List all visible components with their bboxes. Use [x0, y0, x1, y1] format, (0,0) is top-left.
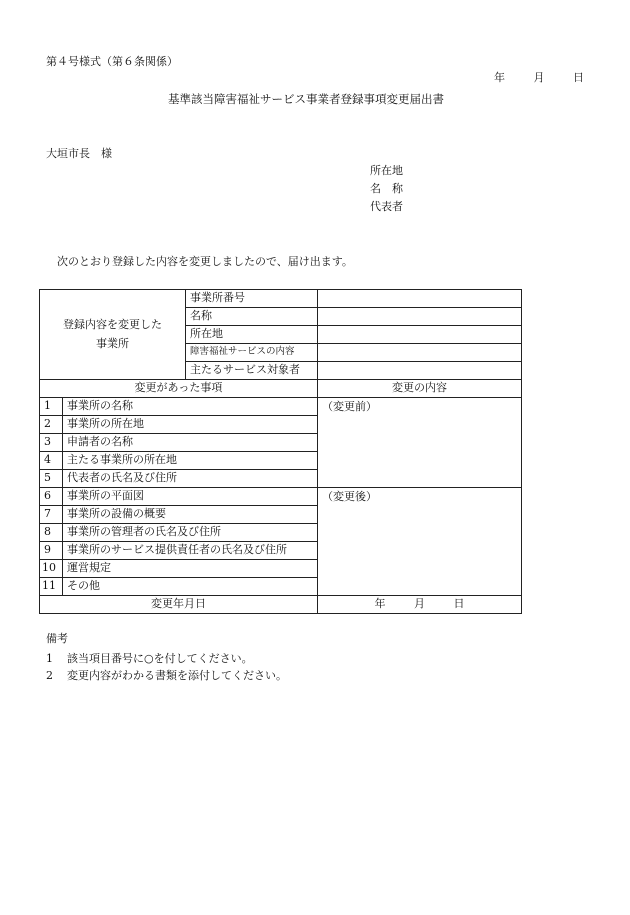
- table-row[interactable]: 4 主たる事業所の所在地: [40, 452, 522, 470]
- office-field-address: 所在地: [186, 326, 318, 344]
- table-row[interactable]: 3 申請者の名称: [40, 434, 522, 452]
- after-change-label: （変更後）: [322, 490, 377, 503]
- office-field-service: 障害福祉サービスの内容: [186, 344, 318, 362]
- changed-items-header: 変更があった事項: [40, 380, 318, 398]
- change-content-header: 変更の内容: [318, 380, 522, 398]
- form-number: 第４号様式（第６条関係）: [46, 55, 178, 68]
- office-field-target: 主たるサービス対象者: [186, 362, 318, 380]
- office-address-value[interactable]: [318, 326, 522, 344]
- table-row[interactable]: 10 運営規定: [40, 560, 522, 578]
- before-change-label: （変更前）: [322, 400, 377, 413]
- intro-text: 次のとおり登録した内容を変更しましたので、届け出ます。: [57, 255, 353, 268]
- table-row[interactable]: 5 代表者の氏名及び住所: [40, 470, 522, 488]
- table-row[interactable]: 11 その他: [40, 578, 522, 596]
- submission-date: [494, 72, 584, 83]
- office-field-number: 事業所番号: [186, 290, 318, 308]
- addressee: 大垣市長 様: [46, 147, 112, 160]
- change-date-label: 変更年月日: [40, 596, 318, 614]
- remarks-title: 備考: [46, 632, 68, 645]
- change-date-row: [40, 596, 522, 614]
- change-date-value[interactable]: 年 月 日: [318, 596, 522, 614]
- office-group-label: 登録内容を変更した 事業所: [40, 290, 186, 380]
- remark-item: 2 変更内容がわかる書類を添付してください。: [46, 669, 287, 682]
- office-row: [40, 290, 522, 308]
- table-row[interactable]: 7 事業所の設備の概要: [40, 506, 522, 524]
- document-title: 基準該当障害福祉サービス事業者登録事項変更届出書: [168, 92, 444, 106]
- table-row[interactable]: 6 事業所の平面図 （変更後）: [40, 488, 522, 506]
- table-row[interactable]: 2 事業所の所在地: [40, 416, 522, 434]
- applicant-representative-label: 代表者: [370, 200, 403, 213]
- office-service-value[interactable]: [318, 344, 522, 362]
- change-form-table: [39, 289, 522, 614]
- remark-item: 1 該当項目番号に○を付してください。: [46, 652, 253, 665]
- office-target-value[interactable]: [318, 362, 522, 380]
- table-row[interactable]: 1 事業所の名称 （変更前）: [40, 398, 522, 416]
- date-month-label: 月: [533, 71, 545, 84]
- office-name-value[interactable]: [318, 308, 522, 326]
- office-field-name: 名称: [186, 308, 318, 326]
- section-header-row: [40, 380, 522, 398]
- date-year-label: 年: [494, 71, 505, 84]
- applicant-address-label: 所在地: [370, 164, 403, 177]
- applicant-name-label: 名 称: [370, 182, 403, 195]
- before-change-cell[interactable]: [318, 398, 522, 488]
- office-number-value[interactable]: [318, 290, 522, 308]
- after-change-cell[interactable]: [318, 488, 522, 596]
- table-row[interactable]: 8 事業所の管理者の氏名及び住所: [40, 524, 522, 542]
- date-day-label: 日: [573, 71, 584, 84]
- table-row[interactable]: 9 事業所のサービス提供責任者の氏名及び住所: [40, 542, 522, 560]
